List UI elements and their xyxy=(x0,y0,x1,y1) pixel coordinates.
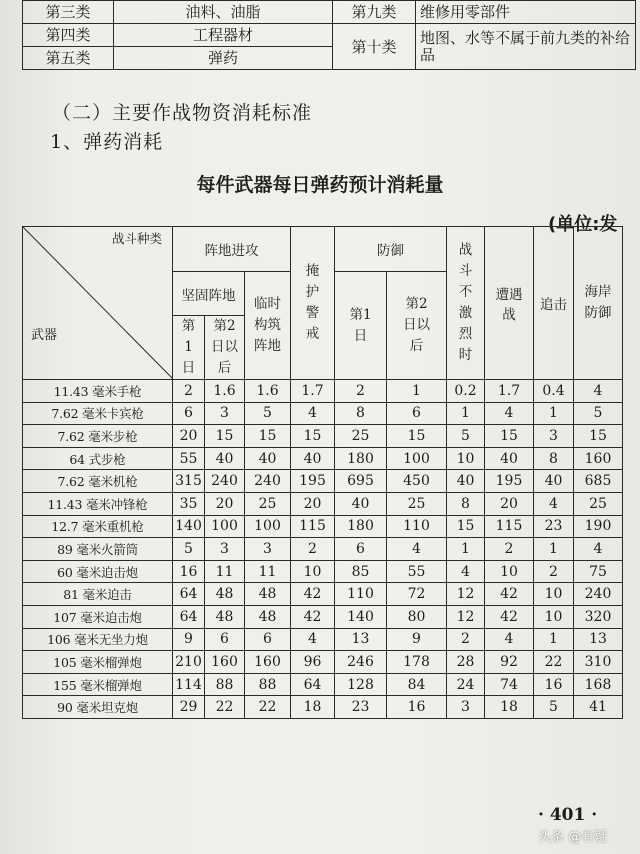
table-row xyxy=(23,628,623,651)
consumption-value: 16 xyxy=(387,696,447,719)
consumption-value: 4 xyxy=(485,402,534,425)
consumption-value: 3 xyxy=(205,538,245,561)
consumption-value: 12 xyxy=(447,605,485,628)
consumption-value: 240 xyxy=(245,470,291,493)
consumption-value: 1 xyxy=(534,402,574,425)
consumption-value: 12 xyxy=(447,583,485,606)
consumption-value: 1 xyxy=(387,380,447,403)
consumption-value: 3 xyxy=(534,425,574,448)
consumption-value: 115 xyxy=(291,515,335,538)
consumption-value: 2 xyxy=(447,628,485,651)
category-label: 第九类 xyxy=(333,1,416,24)
consumption-value: 15 xyxy=(291,425,335,448)
consumption-value: 140 xyxy=(335,605,387,628)
weapon-name: 11.43 毫米冲锋枪 xyxy=(23,492,173,515)
ammo-consumption-table xyxy=(22,226,623,719)
consumption-value: 210 xyxy=(173,651,205,674)
consumption-value: 15 xyxy=(574,425,623,448)
consumption-value: 110 xyxy=(387,515,447,538)
consumption-value: 35 xyxy=(173,492,205,515)
table-row xyxy=(23,447,623,470)
consumption-value: 5 xyxy=(173,538,205,561)
weapon-name: 107 毫米迫击炮 xyxy=(23,605,173,628)
consumption-value: 5 xyxy=(574,402,623,425)
encounter-header xyxy=(485,227,534,380)
consumption-value: 6 xyxy=(335,538,387,561)
weapon-name: 7.62 毫米步枪 xyxy=(23,425,173,448)
table-row xyxy=(23,696,623,719)
cover-header xyxy=(291,227,335,380)
consumption-value: 195 xyxy=(485,470,534,493)
table-row xyxy=(23,560,623,583)
consumption-value: 11 xyxy=(205,560,245,583)
table-row xyxy=(23,425,623,448)
category-desc: 油料、油脂 xyxy=(114,1,333,24)
day2-header-text: 第2日以后 xyxy=(211,318,238,376)
consumption-value: 3 xyxy=(447,696,485,719)
consumption-value: 96 xyxy=(291,651,335,674)
consumption-value: 3 xyxy=(245,538,291,561)
pursuit-header: 追击 xyxy=(534,227,574,380)
encounter-header-text: 遭遇战 xyxy=(495,287,523,323)
consumption-value: 3 xyxy=(205,402,245,425)
consumption-value: 180 xyxy=(335,447,387,470)
consumption-value: 320 xyxy=(574,605,623,628)
consumption-value: 160 xyxy=(205,651,245,674)
consumption-value: 4 xyxy=(291,402,335,425)
consumption-value: 4 xyxy=(574,380,623,403)
category-label: 第五类 xyxy=(23,47,114,70)
consumption-value: 18 xyxy=(485,696,534,719)
consumption-value: 40 xyxy=(485,447,534,470)
consumption-value: 15 xyxy=(245,425,291,448)
consumption-value: 55 xyxy=(173,447,205,470)
consumption-value: 15 xyxy=(387,425,447,448)
consumption-value: 6 xyxy=(205,628,245,651)
day2-header xyxy=(205,316,245,380)
cover-header-text: 掩护警戒 xyxy=(305,263,320,342)
section-heading: （二）主要作战物资消耗标准 xyxy=(52,102,313,124)
defense-header: 防御 xyxy=(335,227,447,272)
page-number: · 401 · xyxy=(538,805,598,825)
table-row xyxy=(23,492,623,515)
consumption-value: 20 xyxy=(291,492,335,515)
consumption-value: 10 xyxy=(291,560,335,583)
temp-position-header-text: 临时构筑阵地 xyxy=(254,296,281,354)
consumption-value: 685 xyxy=(574,470,623,493)
consumption-value: 1.6 xyxy=(245,380,291,403)
consumption-value: 10 xyxy=(534,605,574,628)
weapon-name: 60 毫米迫击炮 xyxy=(23,560,173,583)
consumption-value: 15 xyxy=(485,425,534,448)
category-desc: 弹药 xyxy=(114,47,333,70)
consumption-value: 72 xyxy=(387,583,447,606)
consumption-value: 25 xyxy=(574,492,623,515)
consumption-value: 315 xyxy=(173,470,205,493)
consumption-value: 85 xyxy=(335,560,387,583)
attack-header: 阵地进攻 xyxy=(173,227,291,272)
table-row xyxy=(23,380,623,403)
consumption-value: 92 xyxy=(485,651,534,674)
consumption-value: 100 xyxy=(205,515,245,538)
consumption-value: 22 xyxy=(245,696,291,719)
consumption-value: 40 xyxy=(291,447,335,470)
consumption-value: 1 xyxy=(447,402,485,425)
corner-bottom-label: 武器 xyxy=(31,328,58,343)
consumption-value: 15 xyxy=(447,515,485,538)
consumption-value: 13 xyxy=(574,628,623,651)
consumption-value: 55 xyxy=(387,560,447,583)
consumption-value: 1 xyxy=(534,538,574,561)
consumption-value: 240 xyxy=(574,583,623,606)
consumption-value: 10 xyxy=(485,560,534,583)
weapon-name: 90 毫米坦克炮 xyxy=(23,696,173,719)
def-day2-header-text: 第2日以后 xyxy=(403,296,431,354)
consumption-value: 15 xyxy=(205,425,245,448)
consumption-value: 246 xyxy=(335,651,387,674)
consumption-value: 41 xyxy=(574,696,623,719)
consumption-value: 5 xyxy=(534,696,574,719)
weapon-name: 105 毫米榴弹炮 xyxy=(23,651,173,674)
consumption-value: 16 xyxy=(534,673,574,696)
consumption-value: 160 xyxy=(574,447,623,470)
category-label: 第四类 xyxy=(23,24,114,47)
consumption-value: 42 xyxy=(291,605,335,628)
consumption-value: 74 xyxy=(485,673,534,696)
consumption-value: 40 xyxy=(534,470,574,493)
consumption-value: 8 xyxy=(534,447,574,470)
def-day1-header xyxy=(335,272,387,380)
consumption-value: 11 xyxy=(245,560,291,583)
consumption-value: 80 xyxy=(387,605,447,628)
weapon-name: 64 式步枪 xyxy=(23,447,173,470)
unit-label: (单位:发 xyxy=(548,214,618,235)
consumption-value: 13 xyxy=(335,628,387,651)
category-row xyxy=(23,1,636,24)
consumption-value: 10 xyxy=(534,583,574,606)
consumption-value: 40 xyxy=(245,447,291,470)
watermark: 头条 @有疑 xyxy=(538,830,608,845)
consumption-value: 64 xyxy=(173,605,205,628)
table-row xyxy=(23,651,623,674)
consumption-value: 40 xyxy=(335,492,387,515)
corner-diagonal xyxy=(23,227,173,379)
consumption-value: 2 xyxy=(335,380,387,403)
consumption-value: 1.7 xyxy=(485,380,534,403)
consumption-value: 40 xyxy=(447,470,485,493)
weapon-name: 81 毫米迫击 xyxy=(23,583,173,606)
table-row xyxy=(23,605,623,628)
table-row xyxy=(23,470,623,493)
consumption-value: 84 xyxy=(387,673,447,696)
consumption-value: 25 xyxy=(245,492,291,515)
consumption-value: 6 xyxy=(173,402,205,425)
weapon-name: 11.43 毫米手枪 xyxy=(23,380,173,403)
table-row xyxy=(23,515,623,538)
consumption-value: 450 xyxy=(387,470,447,493)
category-desc: 维修用零部件 xyxy=(416,1,636,24)
weapon-name: 7.62 毫米卡宾枪 xyxy=(23,402,173,425)
consumption-value: 42 xyxy=(485,605,534,628)
consumption-value: 0.4 xyxy=(534,380,574,403)
consumption-value: 2 xyxy=(534,560,574,583)
table-title: 每件武器每日弹药预计消耗量 xyxy=(196,174,444,196)
consumption-value: 18 xyxy=(291,696,335,719)
light-combat-header xyxy=(447,227,485,380)
consumption-value: 6 xyxy=(387,402,447,425)
consumption-value: 24 xyxy=(447,673,485,696)
consumption-value: 114 xyxy=(173,673,205,696)
consumption-value: 23 xyxy=(534,515,574,538)
consumption-value: 40 xyxy=(205,447,245,470)
table-row xyxy=(23,673,623,696)
def-day2-header xyxy=(387,272,447,380)
consumption-value: 88 xyxy=(205,673,245,696)
def-day1-header-text: 第1日 xyxy=(349,306,372,344)
consumption-value: 48 xyxy=(245,605,291,628)
consumption-value: 178 xyxy=(387,651,447,674)
consumption-value: 20 xyxy=(205,492,245,515)
consumption-value: 1.7 xyxy=(291,380,335,403)
consumption-value: 1 xyxy=(534,628,574,651)
day1-header-text: 第1日 xyxy=(181,318,196,376)
consumption-value: 695 xyxy=(335,470,387,493)
consumption-value: 20 xyxy=(485,492,534,515)
category-row xyxy=(23,24,636,47)
category-label: 第三类 xyxy=(23,1,114,24)
consumption-value: 8 xyxy=(335,402,387,425)
consumption-value: 64 xyxy=(291,673,335,696)
consumption-value: 10 xyxy=(447,447,485,470)
consumption-value: 2 xyxy=(485,538,534,561)
consumption-value: 22 xyxy=(534,651,574,674)
temp-position-header xyxy=(245,272,291,380)
consumption-value: 100 xyxy=(245,515,291,538)
weapon-name: 89 毫米火箭筒 xyxy=(23,538,173,561)
consumption-value: 29 xyxy=(173,696,205,719)
consumption-value: 0.2 xyxy=(447,380,485,403)
weapon-name: 7.62 毫米机枪 xyxy=(23,470,173,493)
consumption-value: 16 xyxy=(173,560,205,583)
consumption-value: 42 xyxy=(291,583,335,606)
consumption-value: 168 xyxy=(574,673,623,696)
consumption-value: 160 xyxy=(245,651,291,674)
coast-defense-header xyxy=(574,227,623,380)
consumption-value: 20 xyxy=(173,425,205,448)
consumption-value: 88 xyxy=(245,673,291,696)
consumption-value: 42 xyxy=(485,583,534,606)
consumption-value: 1.6 xyxy=(205,380,245,403)
consumption-value: 1 xyxy=(447,538,485,561)
supply-category-table xyxy=(22,0,636,70)
consumption-value: 23 xyxy=(335,696,387,719)
consumption-value: 4 xyxy=(387,538,447,561)
table-row xyxy=(23,402,623,425)
consumption-value: 195 xyxy=(291,470,335,493)
consumption-value: 6 xyxy=(245,628,291,651)
consumption-value: 110 xyxy=(335,583,387,606)
coast-defense-header-text: 海岸防御 xyxy=(584,284,612,321)
consumption-value: 5 xyxy=(245,402,291,425)
table-corner-header xyxy=(23,227,173,380)
consumption-value: 25 xyxy=(387,492,447,515)
consumption-value: 75 xyxy=(574,560,623,583)
consumption-value: 4 xyxy=(447,560,485,583)
consumption-value: 5 xyxy=(447,425,485,448)
consumption-value: 64 xyxy=(173,583,205,606)
consumption-value: 310 xyxy=(574,651,623,674)
table-row xyxy=(23,538,623,561)
consumption-value: 190 xyxy=(574,515,623,538)
consumption-value: 25 xyxy=(335,425,387,448)
consumption-value: 100 xyxy=(387,447,447,470)
consumption-value: 2 xyxy=(173,380,205,403)
consumption-value: 4 xyxy=(291,628,335,651)
table-row xyxy=(23,583,623,606)
consumption-value: 140 xyxy=(173,515,205,538)
consumption-value: 48 xyxy=(205,583,245,606)
consumption-value: 28 xyxy=(447,651,485,674)
category-desc: 地图、水等不属于前九类的补给品 xyxy=(416,24,636,70)
consumption-value: 2 xyxy=(291,538,335,561)
consumption-value: 9 xyxy=(387,628,447,651)
corner-top-label: 战斗种类 xyxy=(111,231,162,246)
consumption-value: 128 xyxy=(335,673,387,696)
category-desc: 工程器材 xyxy=(114,24,333,47)
weapon-name: 155 毫米榴弹炮 xyxy=(23,673,173,696)
consumption-value: 4 xyxy=(485,628,534,651)
consumption-value: 9 xyxy=(173,628,205,651)
consumption-value: 115 xyxy=(485,515,534,538)
subsection-heading: 1、弹药消耗 xyxy=(50,131,164,153)
consumption-value: 4 xyxy=(534,492,574,515)
consumption-value: 22 xyxy=(205,696,245,719)
category-label: 第十类 xyxy=(333,24,416,70)
consumption-value: 48 xyxy=(245,583,291,606)
day1-header xyxy=(173,316,205,380)
consumption-value: 48 xyxy=(205,605,245,628)
consumption-value: 8 xyxy=(447,492,485,515)
weapon-name: 106 毫米无坐力炮 xyxy=(23,628,173,651)
consumption-value: 180 xyxy=(335,515,387,538)
fortified-header: 坚固阵地 xyxy=(173,272,245,316)
consumption-value: 240 xyxy=(205,470,245,493)
consumption-value: 4 xyxy=(574,538,623,561)
weapon-name: 12.7 毫米重机枪 xyxy=(23,515,173,538)
light-combat-header-text: 战斗不激烈时 xyxy=(458,242,473,363)
